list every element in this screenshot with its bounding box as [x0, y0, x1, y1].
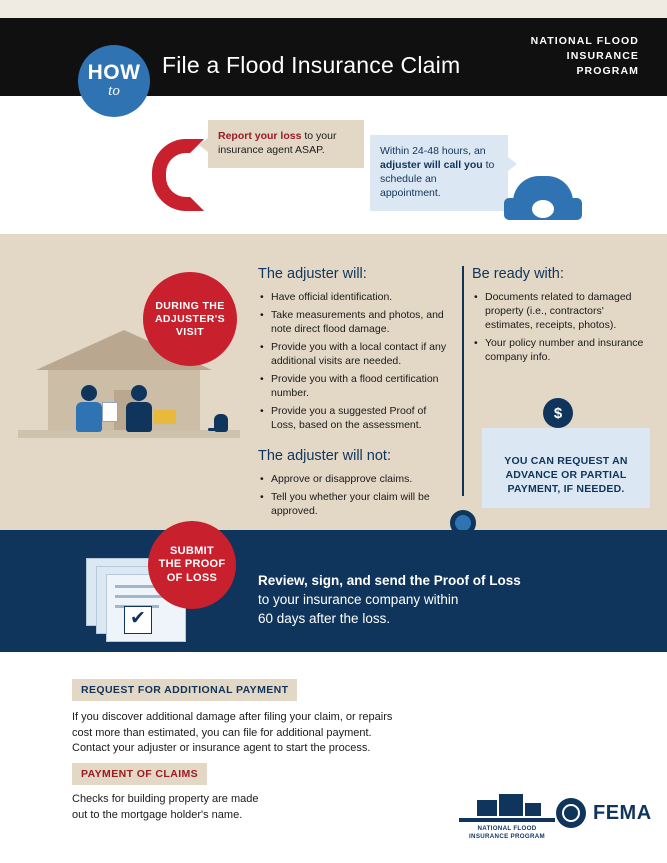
list-item: • Provide you with a flood certification number. [271, 372, 448, 400]
proof-of-loss-line2: to your insurance company within [258, 592, 459, 607]
additional-payment-tag: REQUEST FOR ADDITIONAL PAYMENT [72, 679, 297, 701]
advance-payment-line2: ADVANCE OR PARTIAL [505, 469, 627, 481]
adjuster-will-not-heading: The adjuster will not: [258, 448, 391, 464]
list-item: • Documents related to damaged property (i.e., contractors' estimates, receipts, photos). [485, 290, 652, 332]
visit-badge-line2: ADJUSTER'S [154, 312, 226, 325]
proof-of-loss-line3: 60 days after the loss. [258, 611, 391, 626]
page-title: File a Flood Insurance Claim [162, 52, 461, 78]
list-item: • Take measurements and photos, and note direct flood damage. [271, 308, 448, 336]
submit-badge-line2: THE PROOF [158, 558, 226, 571]
payment-of-claims-line1: Checks for building property are made [72, 793, 259, 805]
visit-badge-line3: VISIT [175, 325, 205, 338]
homeowner-figure [126, 385, 152, 432]
proof-of-loss-bold: Review, sign, and send the Proof of Loss [258, 573, 521, 588]
list-item: • Approve or disapprove claims. [271, 472, 448, 486]
to-label: to [108, 83, 120, 99]
be-ready-column [472, 266, 652, 380]
additional-payment-line2: cost more than estimated, you can file for additional payment. [72, 726, 372, 739]
folder-icon [154, 410, 176, 424]
advance-payment-line1: YOU CAN REQUEST AN [504, 455, 628, 467]
additional-payment-line3: Contact your adjuster or insurance agent to start the process. [72, 742, 371, 754]
cat-icon [214, 414, 228, 432]
how-label: HOW [87, 61, 141, 84]
list-item: • Tell you whether your claim will be approved. [271, 490, 448, 518]
how-to-badge [78, 45, 150, 117]
payment-of-claims-tag: PAYMENT OF CLAIMS [72, 763, 207, 785]
dollar-icon: $ [543, 398, 573, 428]
adjuster-call-line4: an appointment. [380, 173, 441, 199]
adjuster-call-line1: Within 24-48 hours, [380, 145, 472, 157]
list-item: • Your policy number and insurance company info. [485, 336, 652, 364]
desk-phone-icon [504, 168, 582, 220]
submit-badge-line3: OF LOSS [166, 571, 218, 584]
clipboard-icon [102, 402, 118, 422]
payment-of-claims-line2: out to the mortgage holder's name. [72, 808, 243, 821]
advance-payment-line3: PAYMENT, IF NEEDED. [507, 483, 625, 495]
vertical-divider [462, 266, 464, 496]
program-line-2: INSURANCE [566, 50, 639, 62]
adjuster-figure [76, 385, 102, 432]
fema-logo [556, 798, 652, 828]
adjuster-will-column [258, 266, 448, 534]
telephone-handset-icon [152, 139, 204, 211]
report-loss-rest: to your insurance agent ASAP. [218, 130, 337, 156]
report-loss-bold: Report your loss [218, 130, 302, 142]
fema-seal-icon [556, 798, 586, 828]
program-name [479, 34, 639, 79]
adjuster-will-not-list [258, 472, 448, 518]
list-item: • Provide you with a local contact if any additional visits are needed. [271, 340, 448, 368]
program-line-3: PROGRAM [576, 65, 639, 77]
proof-of-loss-instructions [258, 571, 588, 628]
advance-payment-note [482, 428, 650, 508]
during-visit-badge [143, 272, 237, 366]
adjuster-call-line2: an [473, 145, 486, 157]
payment-of-claims-text [72, 792, 402, 823]
adjuster-will-list [258, 290, 448, 432]
submit-proof-badge [148, 521, 236, 609]
adjuster-call-bold1: adjuster will [380, 159, 441, 171]
adjuster-will-heading: The adjuster will: [258, 266, 367, 282]
submit-badge-line1: SUBMIT [170, 544, 214, 557]
nfip-logo-line2: INSURANCE PROGRAM [469, 833, 545, 840]
report-loss-callout [208, 120, 364, 168]
adjuster-call-callout [370, 135, 508, 211]
be-ready-list [472, 290, 652, 364]
nfip-logo [459, 790, 555, 841]
be-ready-heading: Be ready with: [472, 266, 564, 282]
fema-wordmark: FEMA [593, 801, 652, 824]
checkbox-icon: ✔ [124, 606, 152, 634]
program-line-1: NATIONAL FLOOD [530, 35, 639, 47]
visit-badge-line1: DURING THE [155, 299, 225, 312]
divider-end-dot-inner [455, 515, 471, 531]
adjuster-call-bold2: call you [443, 159, 483, 171]
additional-payment-line1: If you discover additional damage after filing your claim, or repairs [72, 711, 393, 723]
adjuster-call-line3: to schedule [380, 159, 495, 185]
additional-payment-text [72, 710, 492, 757]
list-item: • Have official identification. [271, 290, 448, 304]
list-item: • Provide you a suggested Proof of Loss, based on the assessment. [271, 404, 448, 432]
nfip-logo-line1: NATIONAL FLOOD [477, 825, 537, 832]
